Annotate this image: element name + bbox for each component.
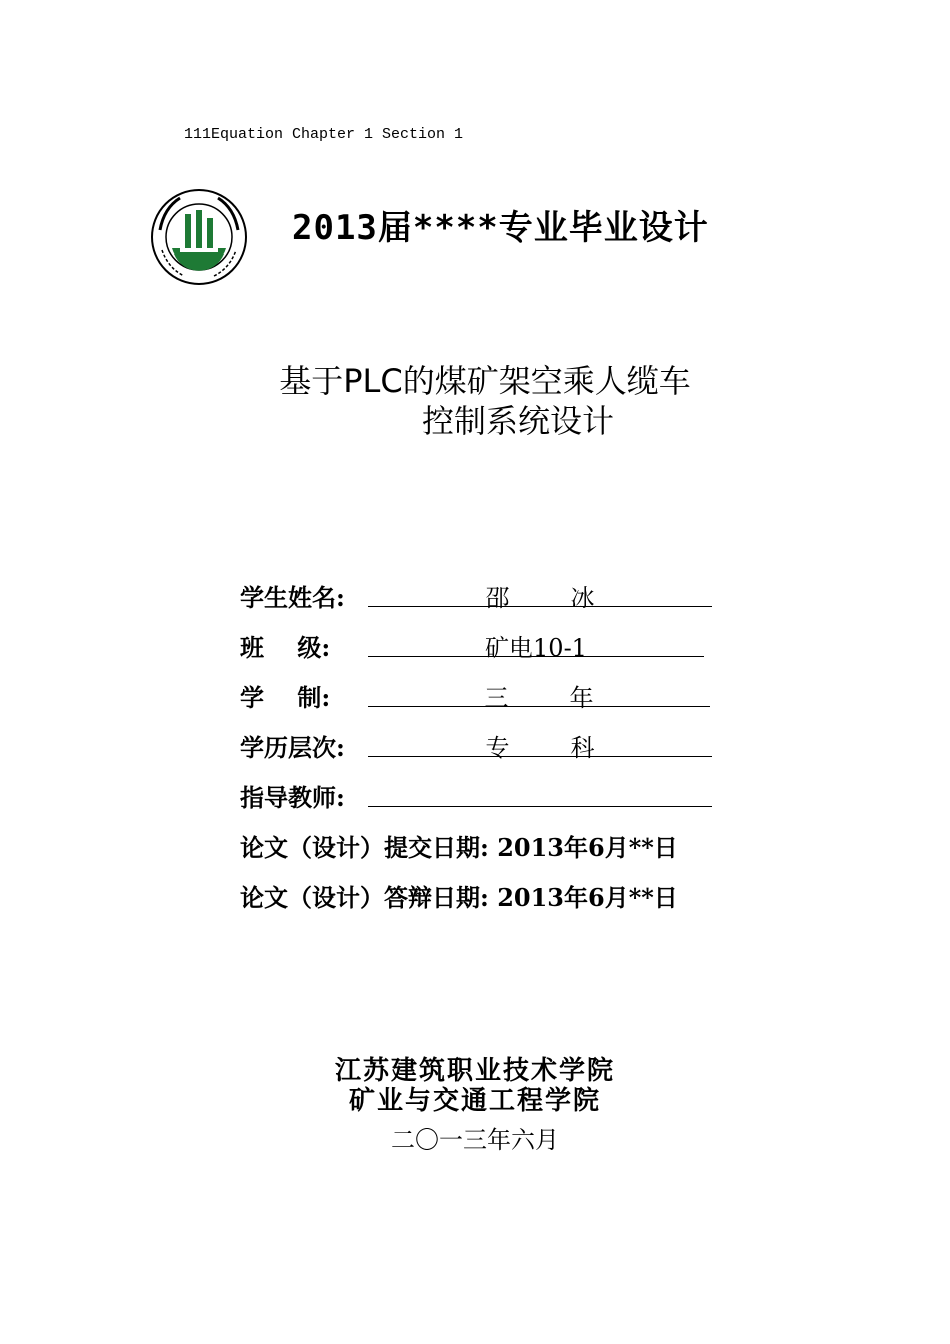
field-code-text: 111Equation Chapter 1 Section 1 [184, 126, 464, 143]
defense-date: 论文（设计）答辩日期: 2013年6月**日 [240, 883, 678, 912]
info-underline [368, 628, 704, 662]
info-label: 指导教师: [240, 783, 345, 812]
cover-date: 二〇一三年六月 [391, 1126, 559, 1154]
info-value: 矿电10-1 [485, 634, 587, 662]
thesis-title-line1: 基于PLC的煤矿架空乘人缆车 [279, 362, 691, 400]
submission-date: 论文（设计）提交日期: 2013年6月**日 [240, 833, 678, 862]
page-title: 2013届****专业毕业设计 [292, 208, 709, 248]
info-underline [368, 728, 712, 762]
info-label: 学历层次: [240, 733, 345, 762]
info-label: 班 级: [240, 633, 331, 662]
info-underline [368, 578, 712, 612]
college-name: 矿业与交通工程学院 [348, 1086, 601, 1116]
info-underline [368, 778, 712, 807]
info-value: 专 科 [485, 734, 595, 762]
thesis-title-line2: 控制系统设计 [421, 402, 614, 440]
school-name: 江苏建筑职业技术学院 [334, 1056, 615, 1086]
info-value: 邵 冰 [485, 584, 595, 612]
info-label: 学生姓名: [240, 583, 345, 612]
info-underline [368, 678, 710, 712]
info-value: 三 年 [484, 684, 594, 712]
info-label: 学 制: [240, 683, 331, 712]
school-emblem-icon [150, 188, 248, 286]
